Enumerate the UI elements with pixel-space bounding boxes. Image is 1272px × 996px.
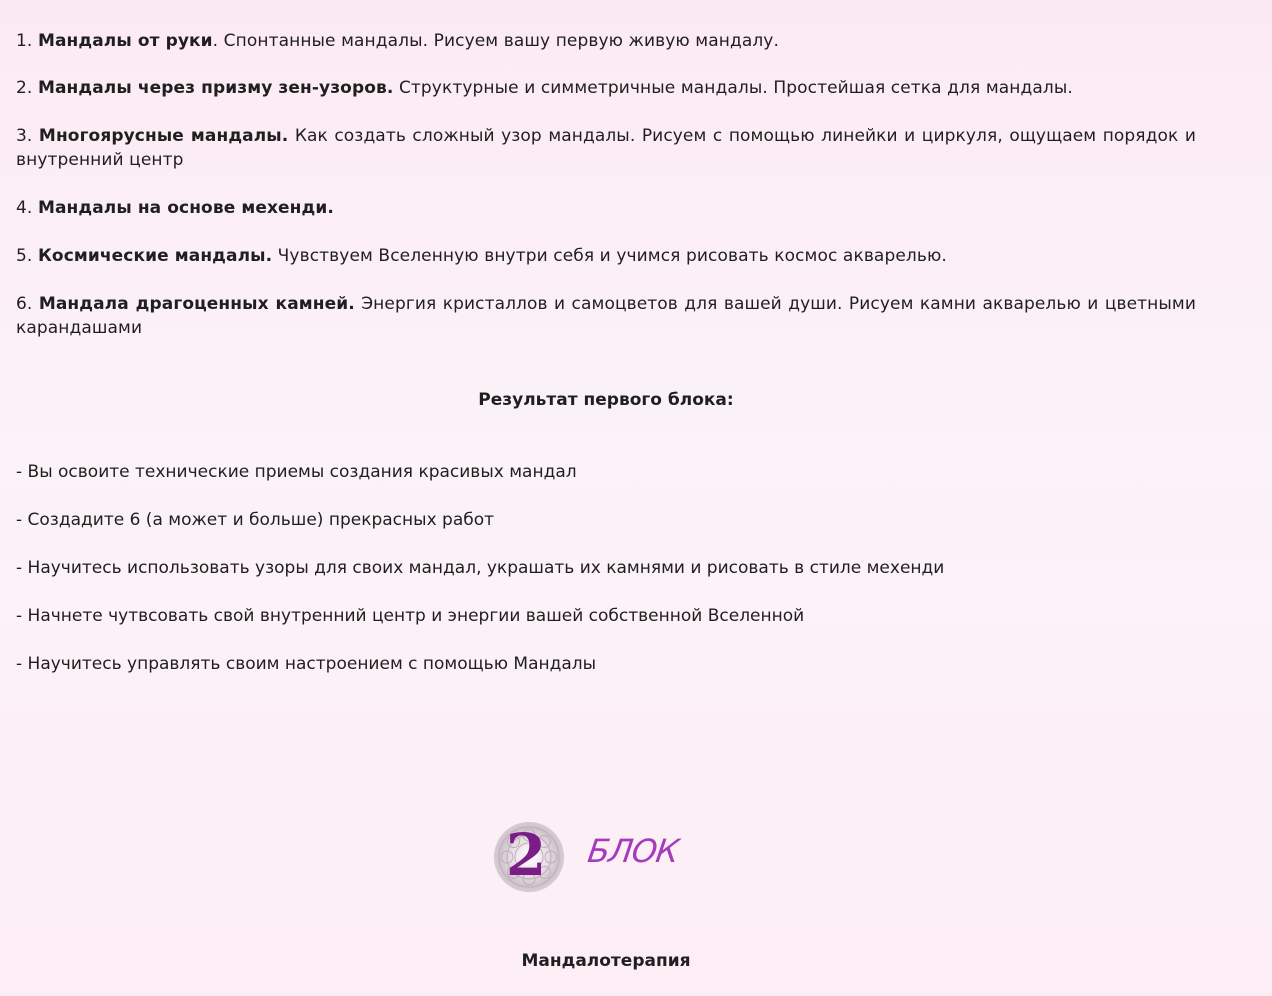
lesson-description: Энергия кристаллов и самоцветов для вашей души. Рисуем камни акварелью и цветными карандашами xyxy=(16,294,1196,338)
result-item-4: - Начнете чутвсовать свой внутренний центр и энергии вашей собственной Вселенной xyxy=(16,606,805,626)
block-number: 2 xyxy=(505,821,547,889)
block-number-badge xyxy=(494,822,564,892)
lesson-title: Космические мандалы. xyxy=(37,246,273,266)
result-item-2: - Создадите 6 (а может и больше) прекрасных работ xyxy=(16,510,495,530)
lesson-item-3 xyxy=(16,124,1196,172)
result-item-5: - Научитесь управлять своим настроением с помощью Мандалы xyxy=(16,654,597,674)
lesson-item-2 xyxy=(16,76,1196,100)
lesson-item-6 xyxy=(16,292,1196,340)
lesson-description: Структурные и симметричные мандалы. Простейшая сетка для мандалы. xyxy=(393,78,1073,98)
lesson-title: Мандалы через призму зен-узоров. xyxy=(37,78,394,98)
lesson-title: Мандалы на основе мехенди. xyxy=(37,198,334,218)
lesson-title: Мандалы от руки xyxy=(37,31,213,51)
result-heading: Результат первого блока: xyxy=(478,390,734,410)
block-label: БЛОК xyxy=(585,832,681,870)
lesson-title: Мандала драгоценных камней. xyxy=(38,294,355,314)
lesson-item-1 xyxy=(16,29,1196,53)
lesson-number: 1. xyxy=(16,31,38,51)
lesson-description: Как создать сложный узор мандалы. Рисуем с помощью линейки и циркуля, ощущаем порядок и внутренний центр xyxy=(16,126,1196,170)
lesson-item-5 xyxy=(16,244,1196,268)
result-item-1: - Вы освоите технические приемы создания красивых мандал xyxy=(16,462,577,482)
lesson-item-4 xyxy=(16,196,1196,220)
lesson-number: 2. xyxy=(16,78,38,98)
lesson-number: 5. xyxy=(16,246,38,266)
lesson-description: Чувствуем Вселенную внутри себя и учимся рисовать космос акварелью. xyxy=(272,246,947,266)
lesson-number: 4. xyxy=(16,198,38,218)
lesson-title: Многоярусные мандалы. xyxy=(38,126,289,146)
lesson-description: . Спонтанные мандалы. Рисуем вашу первую живую мандалу. xyxy=(212,31,779,51)
lesson-number: 6. xyxy=(16,294,39,314)
section-title: Мандалотерапия xyxy=(521,951,691,971)
result-item-3: - Научитесь использовать узоры для своих мандал, украшать их камнями и рисовать в стиле мехенди xyxy=(16,558,945,578)
lesson-number: 3. xyxy=(16,126,39,146)
